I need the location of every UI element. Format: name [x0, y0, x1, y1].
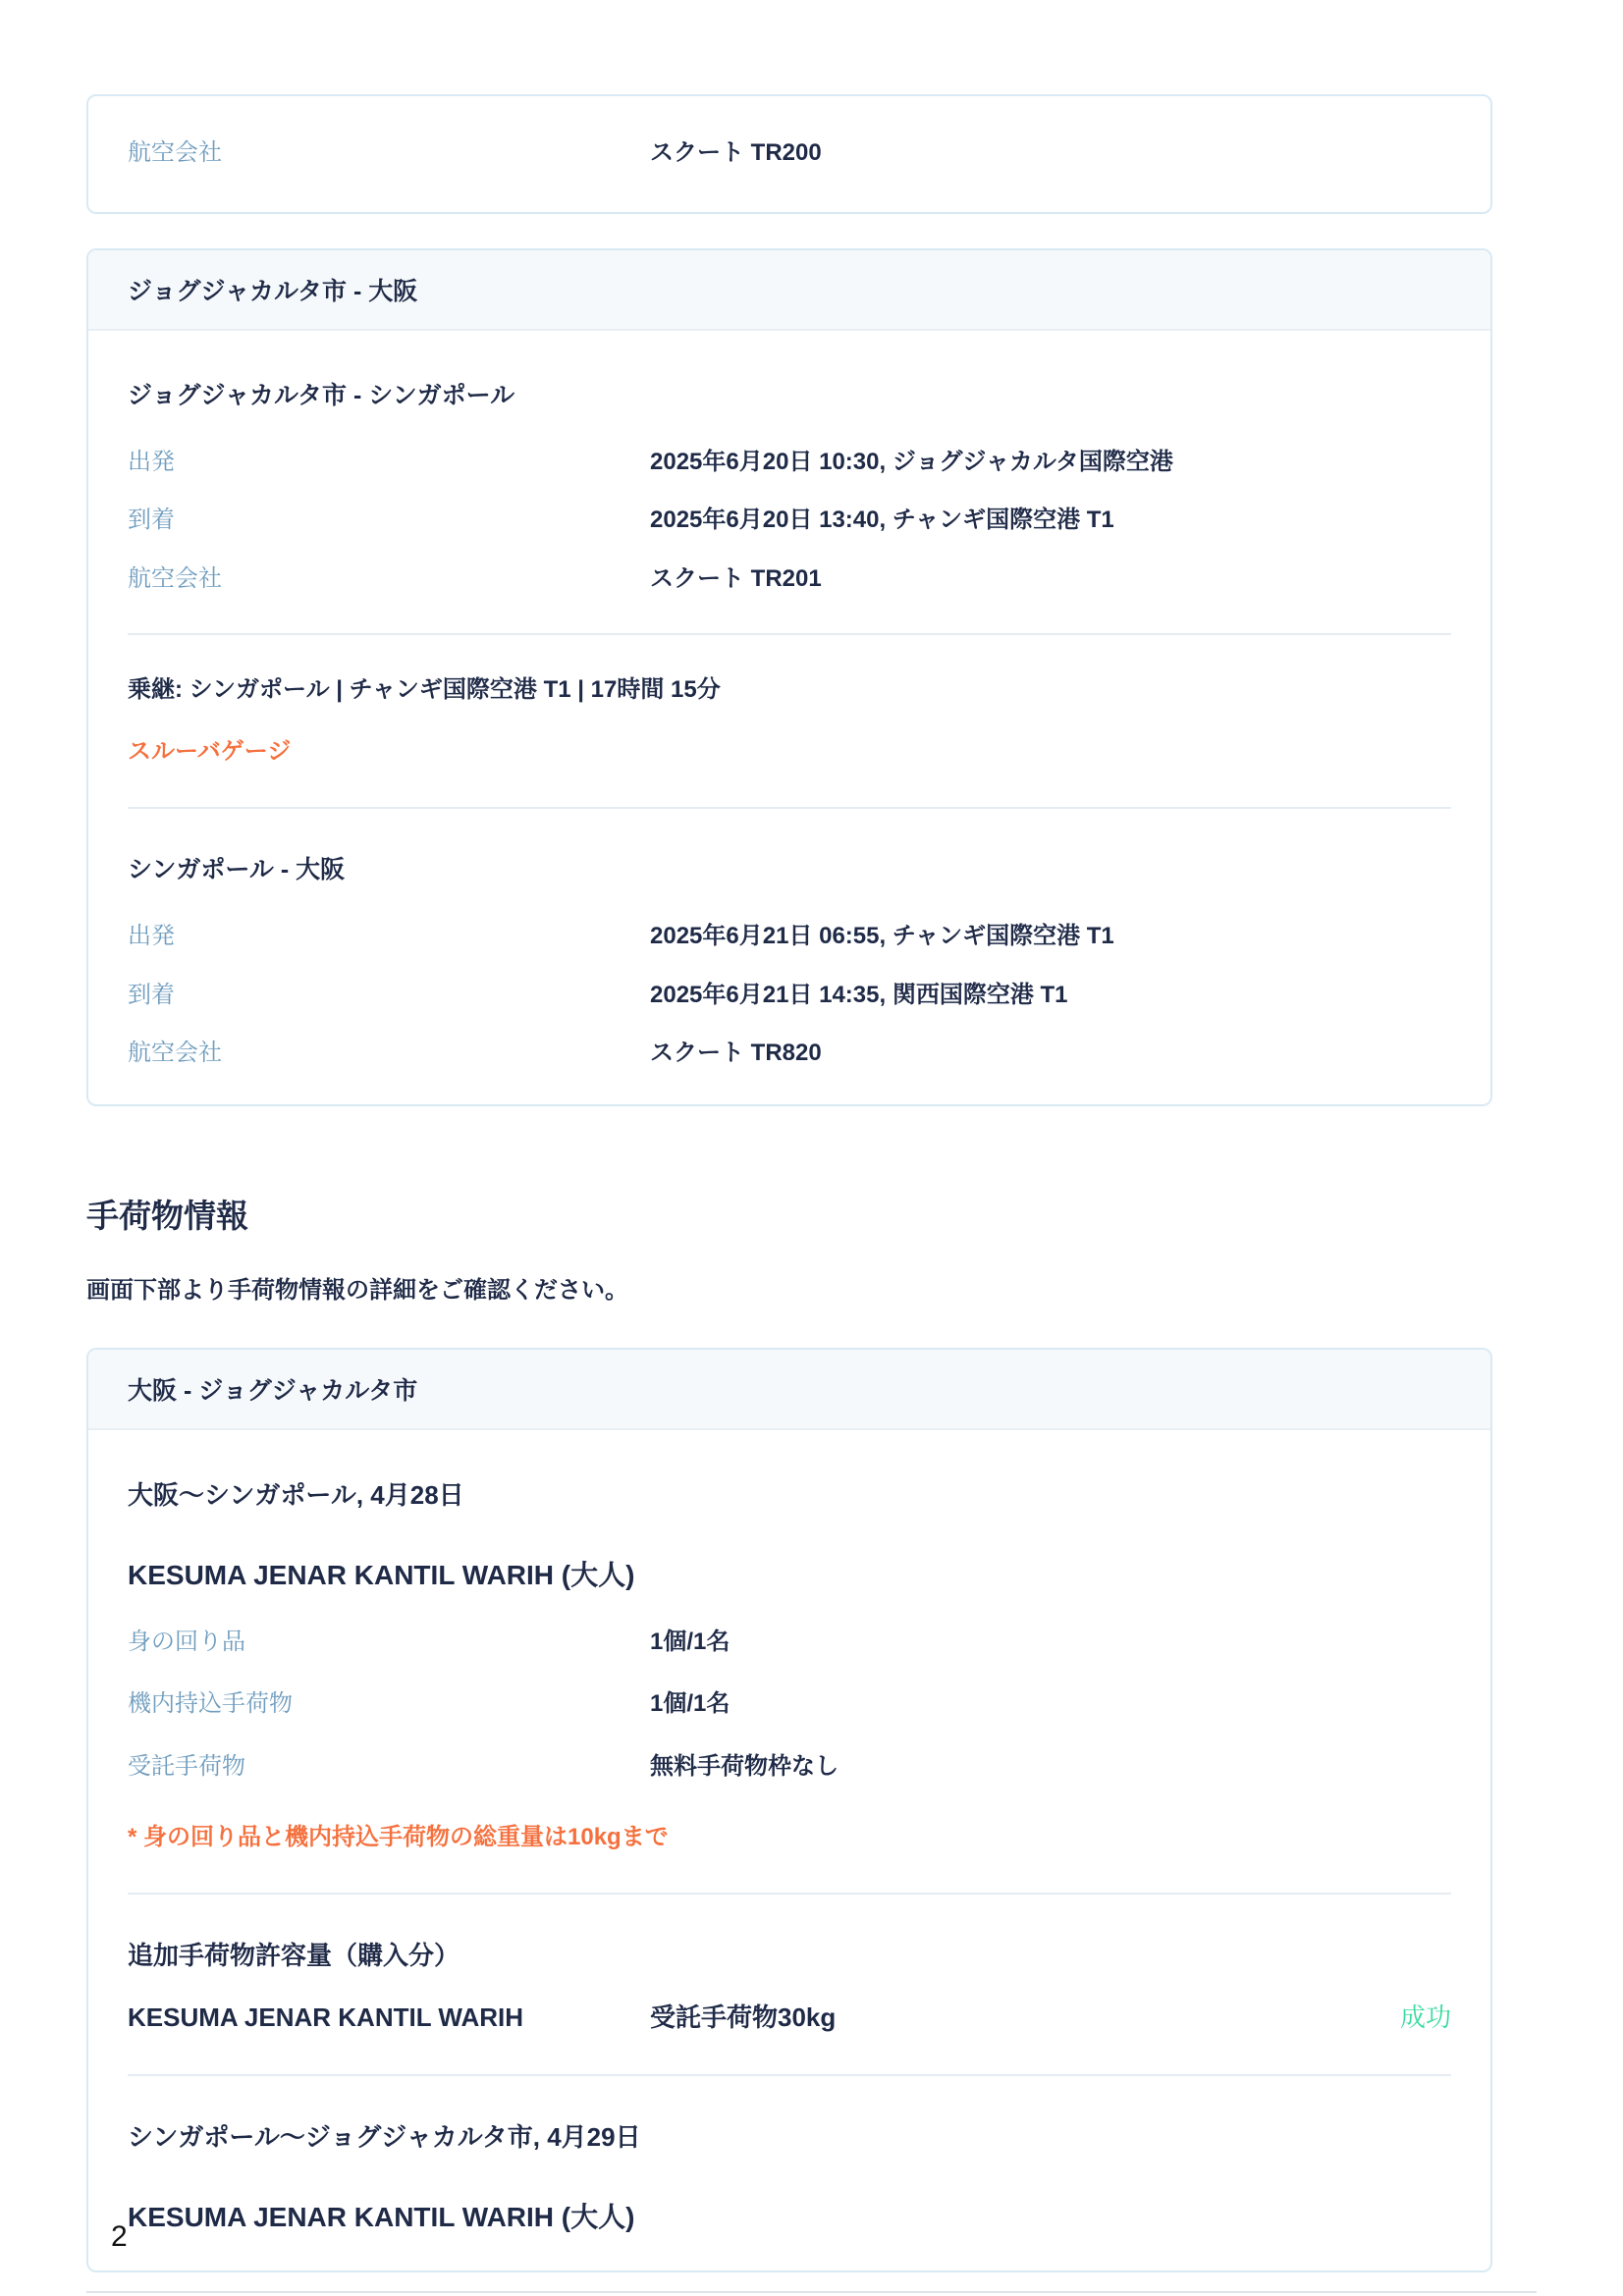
- flight-card-body: [88, 331, 1490, 1104]
- addon-baggage-row: [128, 2003, 1451, 2033]
- segment2-departure-row: [128, 923, 1451, 950]
- airline-label: 航空会社: [128, 139, 222, 166]
- departure-value: 2025年6月21日 06:55, チャンギ国際空港 T1: [650, 922, 1114, 949]
- baggage-card-header: 大阪 - ジョグジャカルタ市: [88, 1350, 1490, 1430]
- personal-item-value: 1個/1名: [650, 1628, 730, 1655]
- personal-item-label: 身の回り品: [128, 1628, 245, 1655]
- airline-label: 航空会社: [128, 564, 222, 592]
- segment1-arrival-row: [128, 507, 1451, 534]
- carry-on-value: 1個/1名: [650, 1690, 730, 1718]
- baggage-leg2-title: シンガポール～ジョグジャカルタ市, 4月29日: [128, 2122, 641, 2153]
- addon-baggage-title: 追加手荷物許容量（購入分）: [128, 1941, 460, 1971]
- passenger-name: KESUMA JENAR KANTIL WARIH (大人): [128, 1559, 635, 1590]
- divider: [128, 1893, 1451, 1895]
- carry-on-label: 機内持込手荷物: [128, 1690, 293, 1718]
- weight-limit-note: * 身の回り品と機内持込手荷物の総重量は10kgまで: [128, 1824, 669, 1851]
- departure-label: 出発: [128, 448, 175, 475]
- segment2-airline-row: [128, 1040, 1451, 1067]
- airline-value: スクート TR200: [650, 139, 822, 166]
- divider: [128, 2074, 1451, 2076]
- addon-passenger-name: KESUMA JENAR KANTIL WARIH: [128, 2002, 524, 2033]
- passenger-name: KESUMA JENAR KANTIL WARIH (大人): [128, 2202, 635, 2233]
- airline-value: スクート TR820: [650, 1040, 822, 1067]
- segment2-arrival-row: [128, 982, 1451, 1009]
- flight-card-header: ジョグジャカルタ市 - 大阪: [88, 250, 1490, 331]
- personal-item-row: [128, 1629, 1451, 1656]
- baggage-card: [86, 1348, 1492, 2272]
- arrival-value: 2025年6月21日 14:35, 関西国際空港 T1: [650, 981, 1068, 1008]
- page-content: [86, 94, 1492, 2272]
- page-number: 2: [111, 2220, 128, 2253]
- checked-baggage-label: 受託手荷物: [128, 1752, 245, 1780]
- segment1-title: ジョグジャカルタ市 - シンガポール: [128, 381, 515, 409]
- segment1-departure-row: [128, 449, 1451, 476]
- departure-label: 出発: [128, 922, 175, 949]
- through-baggage-note: スルーバゲージ: [128, 737, 292, 765]
- divider: [128, 633, 1451, 635]
- airline-row: [128, 139, 1451, 167]
- flight-itinerary-card: [86, 248, 1492, 1106]
- arrival-label: 到着: [128, 507, 175, 534]
- arrival-label: 到着: [128, 981, 175, 1008]
- baggage-card-body: [88, 1430, 1490, 2270]
- status-badge: 成功: [1399, 2002, 1451, 2033]
- checked-baggage-value: 無料手荷物枠なし: [650, 1752, 839, 1780]
- carry-on-row: [128, 1690, 1451, 1718]
- checked-baggage-row: [128, 1753, 1451, 1781]
- airline-label: 航空会社: [128, 1040, 222, 1067]
- airline-summary-card: [86, 94, 1492, 214]
- arrival-value: 2025年6月20日 13:40, チャンギ国際空港 T1: [650, 507, 1114, 534]
- addon-baggage-value: 受託手荷物30kg: [650, 2002, 837, 2033]
- baggage-section-heading: 手荷物情報: [86, 1197, 248, 1234]
- baggage-section-description: 画面下部より手荷物情報の詳細をご確認ください。: [86, 1276, 628, 1304]
- baggage-leg1-title: 大阪～シンガポール, 4月28日: [128, 1479, 464, 1510]
- segment2-title: シンガポール - 大阪: [128, 855, 346, 883]
- divider: [128, 807, 1451, 809]
- transit-info: 乗継: シンガポール | チャンギ国際空港 T1 | 17時間 15分: [128, 676, 721, 704]
- segment1-airline-row: [128, 565, 1451, 593]
- departure-value: 2025年6月20日 10:30, ジョグジャカルタ国際空港: [650, 448, 1173, 475]
- page-bottom-divider: [86, 2291, 1537, 2293]
- airline-value: スクート TR201: [650, 564, 822, 592]
